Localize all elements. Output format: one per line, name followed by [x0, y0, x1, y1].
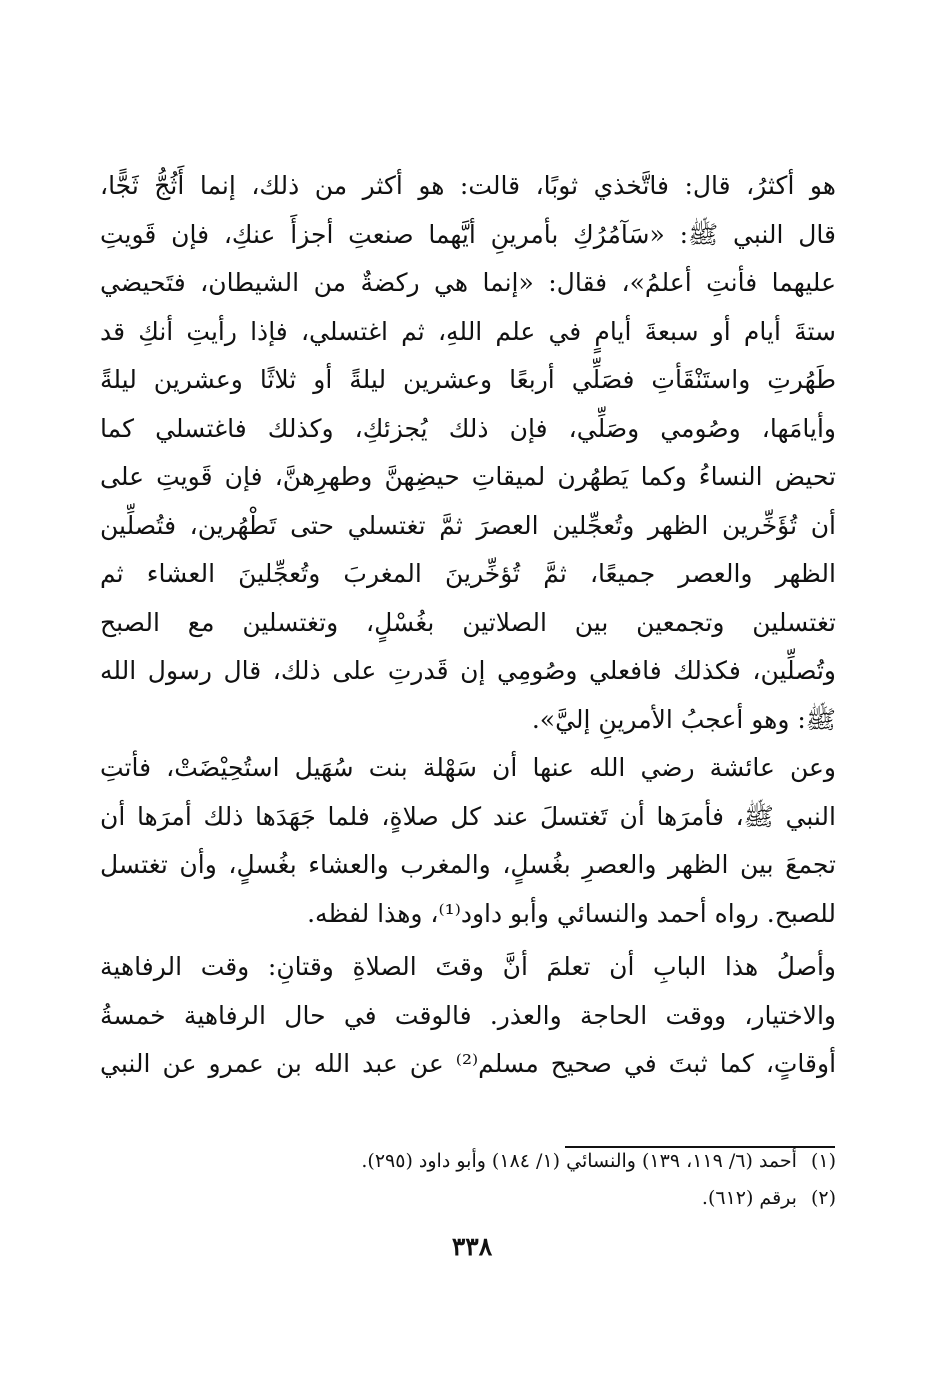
footnote-number: (١): [810, 1150, 836, 1172]
page-number: ٣٣٨: [451, 1232, 493, 1261]
text-line: عليهما فأنتِ أعلمُ»، فقال: «إنما هي ركضةٌ من الشيطان، فتَحيضي: [100, 268, 836, 297]
paragraph-1: [100, 162, 836, 744]
paragraph-2: [100, 744, 836, 938]
footnote-text: أحمد (٦/ ١١٩، ١٣٩) والنسائي (١/ ١٨٤) وأبو داود (٢٩٥).: [361, 1150, 797, 1172]
text-line: قال النبي ﷺ: «سَآمُرُكِ بأمرينِ أيَّهما صنعتِ أجزأَ عنكِ، فإن قَويتِ: [100, 219, 836, 249]
text-line: أن تُؤَخِّرين الظهر وتُعجِّلين العصرَ ثمَّ تغتسلي حتى تَطْهُرين، فتُصلِّين: [100, 510, 836, 540]
text-line: وأصلُ هذا البابِ أن تعلمَ أنَّ وقتَ الصلاةِ وقتانِ: وقت الرفاهية: [100, 952, 836, 981]
text-line: الظهر والعصر جميعًا، ثمَّ تُؤخِّرينَ المغربَ وتُعجِّلينَ العشاء ثم: [100, 559, 836, 588]
text-line: وعن عائشة رضي الله عنها أن سَهْلة بنت سُهَيل استُحِيْضَتْ، فأتتِ: [100, 753, 836, 782]
text-line: أوقاتٍ، كما ثبتَ في صحيح مسلم⁽²⁾ عن عبد الله بن عمرو عن النبي: [100, 1049, 836, 1078]
text-line: وتُصلِّين، فكذلك فافعلي وصُومِي إن قَدرتِ على ذلك، قال رسول الله: [100, 656, 836, 685]
text-line: تغتسلين وتجمعين بين الصلاتين بغُسْلٍ، وتغتسلين مع الصبح: [100, 607, 836, 637]
text-line: ﷺ: وهو أعجبُ الأمرينِ إليَّ».: [531, 704, 836, 734]
footnote-item: [150, 1180, 836, 1217]
text-line: هو أكثرُ، قال: فاتَّخذي ثوبًا، قالت: هو أكثر من ذلك، إنما أَثُجُّ ثَجًّا،: [100, 171, 836, 200]
text-line: النبي ﷺ، فأمرَها أن تَغتسلَ عند كل صلاةٍ، فلما جَهَدَها ذلك أمرَها أن: [100, 801, 836, 831]
text-line: ستةَ أيام أو سبعةَ أيامٍ في علم اللهِ، ثم اغتسلي، فإذا رأيتِ أنكِ قد: [100, 316, 836, 346]
text-line: طَهُرتِ واستَنْقَأتِ فصَلِّي أربعًا وعشرين ليلةً أو ثلاثًا وعشرين ليلةً: [100, 365, 836, 394]
text-line: تحيض النساءُ وكما يَطهُرن لميقاتِ حيضِهنَّ وطهرِهنَّ، فإن قَويتِ على: [100, 462, 836, 491]
footnote-item: [150, 1143, 836, 1180]
text-line: تجمعَ بين الظهر والعصرِ بغُسلٍ، والمغرب والعشاء بغُسلٍ، وأن تغتسل: [100, 850, 836, 879]
text-line: والاختيار، ووقت الحاجة والعذر. فالوقت في حال الرفاهية خمسةُ: [100, 1000, 836, 1030]
text-line: للصبح. رواه أحمد والنسائي وأبو داود⁽¹⁾، وهذا لفظه.: [307, 898, 836, 928]
footnotes: [150, 1143, 836, 1217]
footnote-number: (٢): [810, 1187, 836, 1209]
footnote-text: برقم (٦١٢).: [701, 1187, 797, 1209]
text-line: وأيامَها، وصُومي وصَلِّي، فإن ذلك يُجزئكِ، وكذلك فاغتسلي كما: [100, 413, 836, 443]
paragraph-3: [100, 943, 836, 1089]
